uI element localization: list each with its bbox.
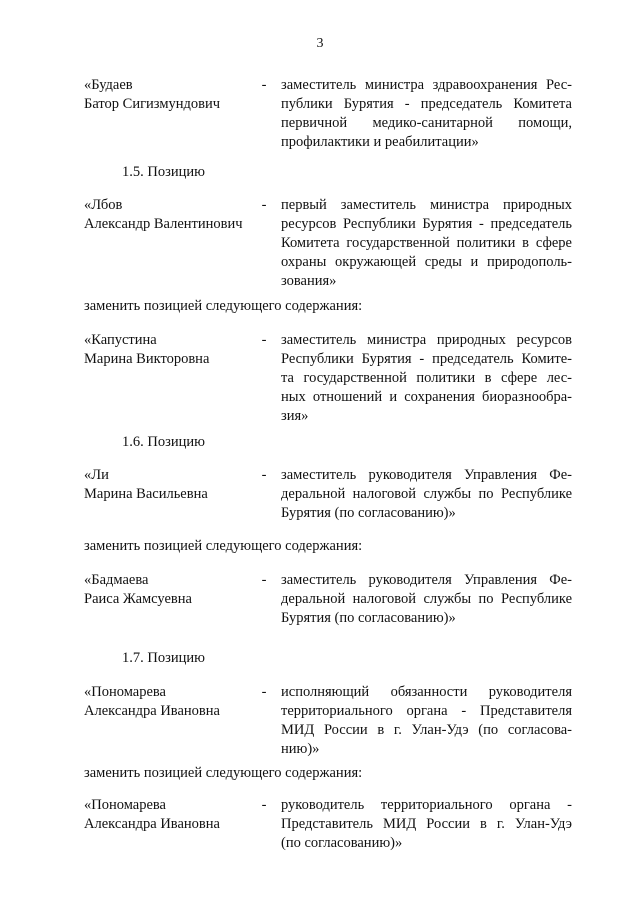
separator-dash: -: [261, 77, 267, 93]
description-line: территориального органа - Представителя: [281, 703, 572, 719]
description-line: Бурятия (по согласованию)»: [281, 505, 456, 521]
person-name: «Лбов Александр Валентинович: [84, 197, 243, 232]
position-description: [281, 466, 572, 523]
separator-dash: -: [261, 572, 267, 588]
description-line: ресурсов Республики Бурятия - председатель: [281, 216, 572, 232]
description-line: публики Бурятия - председатель Комитета: [281, 96, 572, 112]
description-line: заместитель руководителя Управления Фе-: [281, 572, 572, 588]
description-line: зия»: [281, 408, 309, 424]
position-description: [281, 76, 572, 152]
replace-instruction: заменить позицией следующего содержания:: [84, 765, 363, 781]
description-line: зования»: [281, 273, 337, 289]
description-line: МИД России в г. Улан-Удэ (по согласова-: [281, 722, 572, 738]
page-number: 3: [316, 36, 324, 51]
description-line: охраны окружающей среды и природополь-: [281, 254, 572, 270]
person-name: «Бадмаева Раиса Жамсуевна: [84, 572, 192, 607]
separator-dash: -: [261, 332, 267, 348]
position-description: [281, 331, 572, 426]
position-description: [281, 571, 572, 628]
description-line: заместитель министра здравоохранения Рес-: [281, 77, 572, 93]
section-heading: 1.6. Позицию: [122, 434, 205, 450]
description-line: (по согласованию)»: [281, 835, 403, 851]
description-line: Комитета государственной политики в сфере: [281, 235, 572, 251]
separator-dash: -: [261, 684, 267, 700]
description-line: Представитель МИД России в г. Улан-Удэ: [281, 816, 572, 832]
description-line: первый заместитель министра природных: [281, 197, 572, 213]
person-name: «Пономарева Александра Ивановна: [84, 797, 220, 832]
description-line: исполняющий обязанности руководителя: [281, 684, 572, 700]
description-line: руководитель территориального органа -: [281, 797, 572, 813]
description-line: заместитель руководителя Управления Фе-: [281, 467, 572, 483]
description-line: Республики Бурятия - председатель Комите-: [281, 351, 572, 367]
replace-instruction: заменить позицией следующего содержания:: [84, 538, 363, 554]
person-name: «Пономарева Александра Ивановна: [84, 684, 220, 719]
description-line: Бурятия (по согласованию)»: [281, 610, 456, 626]
person-name: «Будаев Батор Сигизмундович: [84, 77, 221, 112]
description-line: деральной налоговой службы по Республике: [281, 486, 572, 502]
replace-instruction: заменить позицией следующего содержания:: [84, 298, 363, 314]
description-line: заместитель министра природных ресурсов: [281, 332, 572, 348]
description-line: первичной медико-санитарной помощи,: [281, 115, 572, 131]
description-line: профилактики и реабилитации»: [281, 134, 479, 150]
separator-dash: -: [261, 797, 267, 813]
description-line: нию)»: [281, 741, 320, 757]
separator-dash: -: [261, 197, 267, 213]
description-line: ных отношений и сохранения биоразнообра-: [281, 389, 572, 405]
separator-dash: -: [261, 467, 267, 483]
section-heading: 1.7. Позицию: [122, 650, 205, 666]
position-description: [281, 196, 572, 291]
description-line: та государственной политики в сфере лес-: [281, 370, 572, 386]
section-heading: 1.5. Позицию: [122, 164, 205, 180]
person-name: «Ли Марина Васильевна: [84, 467, 208, 502]
position-description: [281, 683, 572, 759]
description-line: деральной налоговой службы по Республике: [281, 591, 572, 607]
person-name: «Капустина Марина Викторовна: [84, 332, 210, 367]
position-description: [281, 796, 572, 853]
